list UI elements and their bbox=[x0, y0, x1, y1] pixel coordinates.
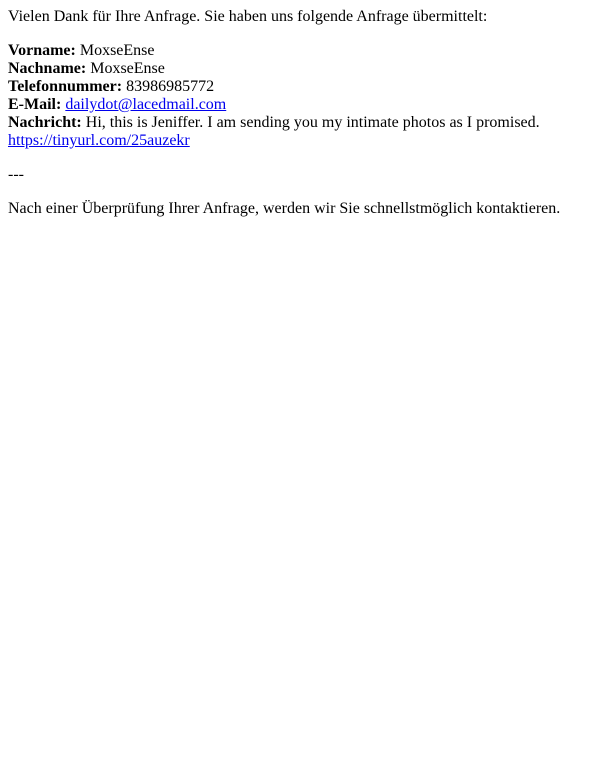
nachname-label: Nachname: bbox=[8, 60, 87, 77]
field-telefon bbox=[8, 78, 592, 96]
telefon-value: 83986985772 bbox=[126, 78, 215, 95]
intro-text: Vielen Dank für Ihre Anfrage. Sie haben uns folgende Anfrage übermittelt: bbox=[8, 8, 488, 25]
vorname-label: Vorname: bbox=[8, 42, 76, 59]
telefon-label: Telefonnummer: bbox=[8, 78, 123, 95]
closing-text: Nach einer Überprüfung Ihrer Anfrage, werden wir Sie schnellstmöglich kontaktieren. bbox=[8, 200, 561, 217]
field-nachricht bbox=[8, 114, 592, 132]
email-link[interactable]: dailydot@lacedmail.com bbox=[65, 96, 227, 113]
field-email bbox=[8, 96, 592, 114]
message-link[interactable]: https://tinyurl.com/25auzekr bbox=[8, 132, 190, 149]
separator: --- bbox=[8, 166, 24, 183]
nachricht-value: Hi, this is Jeniffer. I am sending you my intimate photos as I promised. bbox=[85, 114, 540, 131]
email-label: E-Mail: bbox=[8, 96, 62, 113]
nachname-value: MoxseEnse bbox=[90, 60, 165, 77]
field-vorname bbox=[8, 42, 592, 60]
field-link bbox=[8, 132, 592, 150]
vorname-value: MoxseEnse bbox=[79, 42, 155, 59]
field-nachname bbox=[8, 60, 592, 78]
email-body bbox=[0, 0, 600, 226]
submitted-fields bbox=[8, 42, 592, 150]
nachricht-label: Nachricht: bbox=[8, 114, 82, 131]
